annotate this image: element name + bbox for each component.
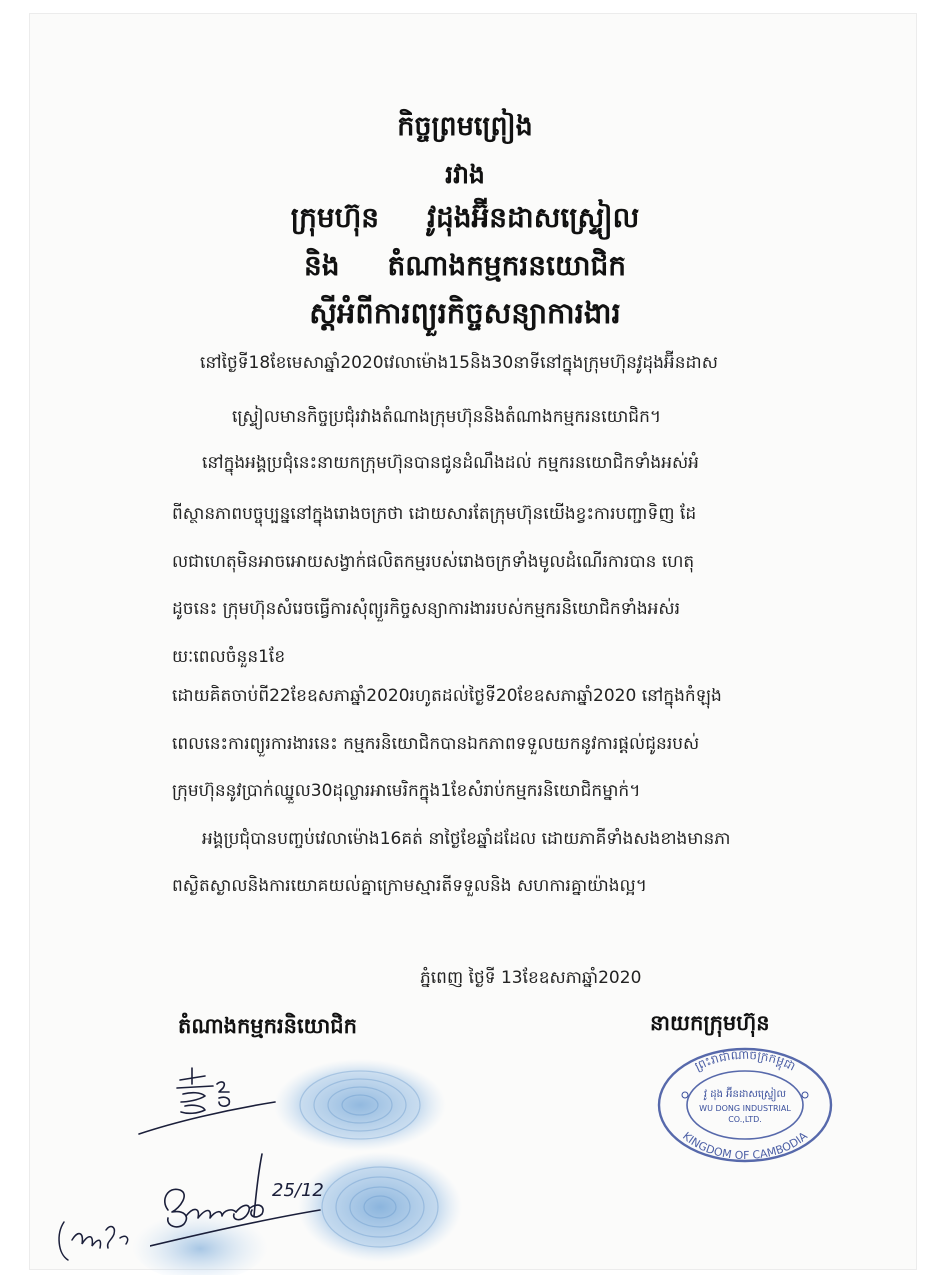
body-line: យៈពេលចំនួន1ខែ [172,647,286,667]
body-line: ដោយគិតចាប់ពី22ខែឧសភាឆ្នាំ2020រហូតដល់ថ្ងៃទី20ខែឧសភាឆ្នាំ2020 នៅក្នុងកំឡុង [172,686,722,706]
heading-subject: ស្តីអំពីការព្យួរកិច្ចសន្យាការងារ [309,296,621,330]
stamp-top-text: ព្រះរាជាណាចក្រកម្ពុជា [692,1047,798,1074]
stamp-en-name: WU DONG INDUSTRIAL [699,1104,791,1113]
heading-company-word: ក្រុមហ៊ុន [290,201,380,234]
fingerprint-icon [270,1055,450,1155]
company-stamp-icon [655,1045,835,1165]
body-line: នៅក្នុងអង្គប្រជុំនេះនាយកក្រុមហ៊ុនបានជូនដំណឹងដល់ កម្មករនយោជិកទាំងអស់អំ [202,453,699,473]
body-line: អង្គប្រជុំបានបញ្ចប់វេលាម៉ោង16គត់ នាថ្ងៃខែឆ្នាំដដែល ដោយភាគីទាំងសងខាងមានភា [202,829,731,849]
body-line: ស្រ្ទៀលមានកិច្ចប្រជុំរវាងតំណាងក្រុមហ៊ុននិងតំណាងកម្មករនយោជិក។ [232,407,662,427]
heading-line-1: កិច្ចព្រមព្រៀង [397,111,533,142]
heading-company-name: វូដុងអ៊ីនដាសស្រ្ទៀល [427,201,640,234]
heading-line-2: រវាង [445,160,485,189]
body-line: ដូចនេះ ក្រុមហ៊ុនសំរេចធ្វើការសុំព្យួរកិច្ចសន្យាការងាររបស់កម្មករនិយោជិកទាំងអស់រ [172,599,681,619]
signature-icon [50,1210,140,1270]
signature-icon [150,1150,330,1260]
svg-text:ព្រះរាជាណាចក្រកម្ពុជា [693,1048,798,1074]
body-line: លជាហេតុមិនអាចអោយសង្វាក់ផលិតកម្មរបស់រោងចក្រទាំងមូលដំណើរការបាន ហេតុ [172,552,695,572]
stamp-bottom-text: KINGDOM OF CAMBODIA [680,1129,810,1163]
company-director-label: នាយកក្រុមហ៊ុន [650,1011,770,1035]
signature-icon [135,1062,285,1142]
heading-and-word: និង [303,249,340,282]
worker-representative-label: តំណាងកម្មករនិយោជិក [178,1014,357,1038]
body-line: នៅថ្ងៃទី18ខែមេសាឆ្នាំ2020វេលាម៉ោង15និង30នាទីនៅក្នុងក្រុមហ៊ុនវូដុងអ៊ីនដាស [200,353,718,373]
handwritten-date: 25/12 [272,1180,324,1201]
body-line: ពេលនេះការព្យួរការងារនេះ កម្មករនិយោជិកបានឯកភាពទទួលយកនូវការផ្តល់ជូនរបស់ [172,734,700,754]
body-line: ក្រុមហ៊ុននូវប្រាក់ឈ្នួល30ដុល្លារអាមេរិកក្នុង1ខែសំរាប់កម្មករនិយោជិកម្នាក់។ [172,781,641,801]
heading-line-3 [0,200,930,241]
heading-worker-representative: តំណាងកម្មករនយោជិក [387,249,627,282]
stamp-khmer-name: វូ ដុង អ៊ីនដាសស្រ្ទៀល [703,1089,787,1100]
heading-line-4 [0,248,930,289]
body-line: ពស្ងិតស្ងាលនិងការយោគយល់គ្នាក្រោមស្មារតីទទួលនិង សហការគ្នាយ៉ាងល្អ។ [172,876,647,896]
svg-text:KINGDOM OF CAMBODIA [680,1129,810,1162]
body-line: ពីស្ថានភាពបច្ចុប្បន្ននៅក្នុងរោងចក្រថា ដោយសារតែក្រុមហ៊ុនយើងខ្វះការបញ្ជាទិញ ដែ [172,504,697,524]
date-line: ភ្នំពេញ ថ្ងៃទី 13ខែឧសភាឆ្នាំ2020 [420,968,642,988]
stamp-en-suffix: CO.,LTD. [728,1115,762,1124]
